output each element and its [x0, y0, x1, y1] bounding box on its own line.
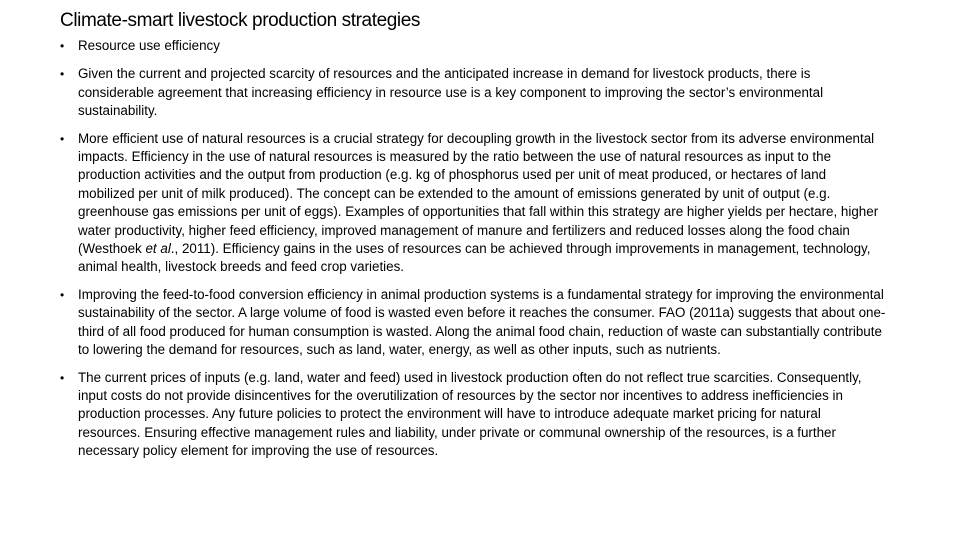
bullet-item [60, 286, 886, 360]
bullet-text: Given the current and projected scarcity of resources and the anticipated increase in demand for livestock products, there is considerable agreement that increasing efficiency in resource use is a key component to improving the sector’s environmental sustainability. [78, 66, 824, 119]
bullet-dot-icon: • [60, 131, 65, 146]
bullet-dot-icon: • [60, 39, 65, 53]
bullet-text: The current prices of inputs (e.g. land, water and feed) used in livestock production often do not reflect true scarcities. Consequently, input costs do not provide disincentives for the overutilization of resources by the sector nor incentives to address inefficiencies in production processes. Any future policies to protect the environment will have to introduce adequate market pricing for natural resources. Ensuring effective management rules and liability, under private or communal ownership of the resources, is a further necessary policy element for improving the use of resources. [78, 369, 862, 459]
bullet-text: Improving the feed-to-food conversion efficiency in animal production systems is a fundamental strategy for improving the environmental sustainability of the sector. A large volume of food is wasted even before it reaches the consumer. FAO (2011a) suggests that about one-third of all food produced for human consumption is wasted. Along the animal food chain, reduction of waste can substantially contribute to lowering the demand for resources, such as land, water, energy, as well as other inputs, such as nutrients. [78, 286, 886, 358]
bullet-text-part: ., 2011). Efficiency gains in the uses of resources can be achieved through improvements in management, technology, animal health, livestock breeds and feed crop varieties. [78, 241, 871, 275]
bullet-dot-icon: • [60, 67, 65, 82]
bullet-dot-icon: • [60, 370, 65, 385]
bullet-item [60, 37, 886, 55]
bullet-item [60, 65, 886, 120]
bullet-text: Resource use efficiency [78, 38, 220, 53]
bullet-dot-icon: • [60, 287, 65, 302]
bullet-text-part: More efficient use of natural resources is a crucial strategy for decoupling growth in the livestock sector from its adverse environmental impacts. Efficiency in the use of natural resources is measured by the ratio between the use of natural resources as input to the production activities and the output from production (e.g. kg of phosphorus used per unit of meat produced, or hectares of land mobilized per unit of milk produced). The concept can be extended to the amount of emissions generated by unit of output (e.g. greenhouse gas emissions per unit of eggs). Examples of opportunities that fall within this strategy are higher yields per hectare, higher water productivity, higher feed efficiency, improved management of manure and fertilizers and reduced losses along the food chain (Westhoek [78, 130, 879, 257]
bullet-list [60, 37, 886, 470]
bullet-item [60, 130, 886, 277]
italic-citation-text: et al [145, 241, 171, 257]
bullet-text [78, 130, 886, 277]
slide-title: Climate-smart livestock production strategies [60, 10, 421, 31]
bullet-item [60, 369, 886, 461]
